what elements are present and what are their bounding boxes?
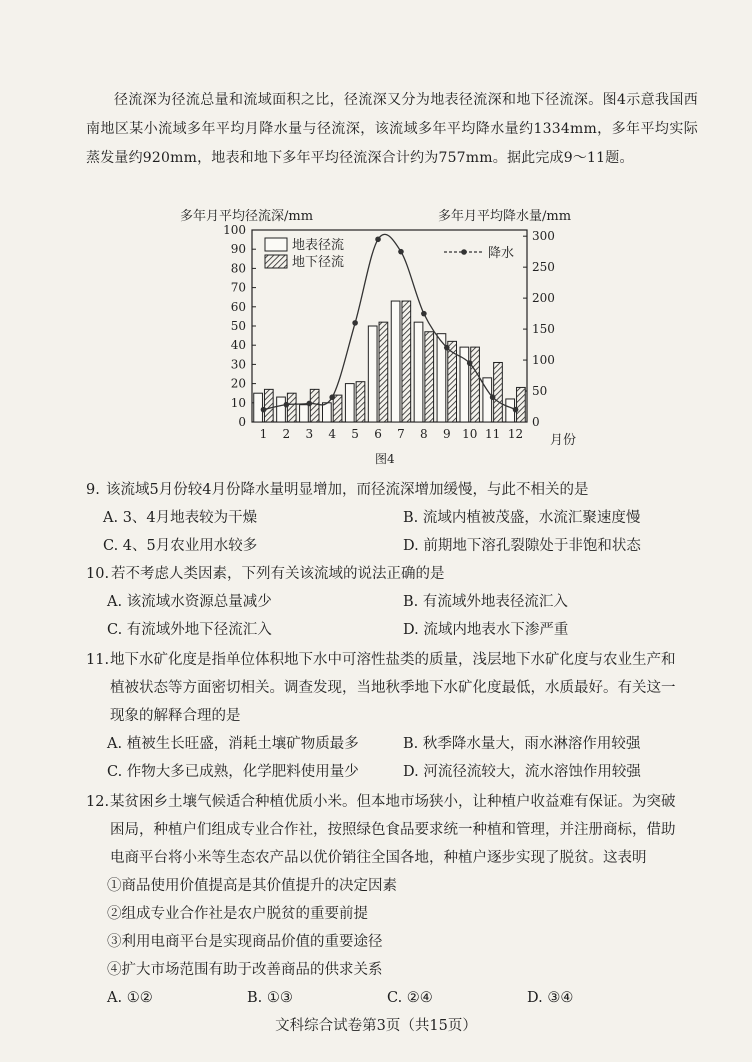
x-tick-label: 11 — [484, 427, 501, 441]
surface-runoff-bar — [391, 301, 400, 422]
q11-option-c[interactable]: C. 作物大多已成熟，化学肥料使用量少 — [107, 764, 359, 780]
q11-option-a[interactable]: A. 植被生长旺盛，消耗土壤矿物质最多 — [107, 736, 359, 752]
q9-option-d[interactable]: D. 前期地下溶孔裂隙处于非饱和状态 — [403, 538, 641, 554]
precipitation-point — [306, 401, 312, 407]
x-tick-label: 10 — [462, 427, 478, 441]
left-tick-label: 10 — [230, 395, 246, 410]
legend-groundwater-swatch — [265, 255, 287, 268]
question-9 — [86, 476, 100, 504]
right-tick-label: 100 — [532, 353, 555, 368]
surface-runoff-bar — [323, 403, 332, 422]
groundwater-runoff-bar — [379, 322, 388, 422]
q10-option-d[interactable]: D. 流域内地表水下渗严重 — [403, 622, 569, 638]
q10-option-a[interactable]: A. 该流域水资源总量减少 — [107, 594, 272, 610]
q11-option-b[interactable]: B. 秋季降水量大，雨水淋溶作用较强 — [403, 736, 641, 752]
groundwater-runoff-bar — [287, 393, 296, 422]
chart-svg — [170, 200, 590, 470]
groundwater-runoff-bar — [425, 332, 434, 422]
left-tick-label: 80 — [230, 261, 246, 276]
left-tick-label: 30 — [230, 357, 246, 372]
intro-paragraph: 径流深为径流总量和流域面积之比，径流深又分为地表径流深和地下径流深。图4示意我国西南地区某小流域多年平均月降水量与径流深，该流域多年平均降水量约1334mm，多年平均实际蒸发量约920mm，地表和地下多年平均径流深合计约为757mm。据此完成9～11题。 — [86, 92, 698, 166]
groundwater-runoff-bar — [356, 382, 365, 422]
groundwater-runoff-bar — [494, 362, 503, 422]
right-tick-label: 0 — [532, 415, 540, 429]
legend-surface-label: 地表径流 — [292, 238, 345, 253]
left-tick-label: 50 — [230, 319, 246, 333]
x-tick-label: 7 — [397, 427, 405, 441]
left-tick-label: 70 — [230, 280, 246, 295]
question-number: 10. — [86, 566, 110, 582]
question-12 — [86, 788, 109, 816]
right-tick-label: 50 — [532, 384, 548, 399]
surface-runoff-bar — [300, 405, 309, 422]
left-tick-label: 90 — [230, 242, 246, 257]
precipitation-point — [284, 402, 290, 408]
left-axis-title: 多年月平均径流深/mm — [180, 209, 314, 224]
left-tick-label: 0 — [238, 415, 246, 429]
q12-option-b[interactable]: B. ①③ — [247, 990, 293, 1006]
q11-option-d[interactable]: D. 河流径流较大，流水溶蚀作用较强 — [403, 764, 641, 780]
figure-4-chart — [170, 200, 590, 470]
question-9-text: 该流域5月份较4月份降水量明显增加，而径流深增加缓慢，与此不相关的是 — [106, 482, 589, 498]
left-tick-label: 100 — [223, 223, 246, 237]
right-tick-label: 200 — [532, 291, 555, 306]
q12-option-c[interactable]: C. ②④ — [387, 990, 433, 1006]
q10-option-c[interactable]: C. 有流域外地下径流汇入 — [107, 622, 272, 638]
q12-statement-2: ②组成专业合作社是农户脱贫的重要前提 — [107, 906, 368, 922]
question-number: 11. — [86, 652, 110, 668]
x-tick-label: 8 — [420, 427, 428, 441]
question-12-text: 某贫困乡土壤气候适合种植优质小米。但本地市场狭小，让种植户收益难有保证。为突破困局，种植户们组成专业合作社，按照绿色食品要求统一种植和管理，并注册商标，借助电商平台将小米等生态农产品以优价销往全国各地，种植户逐步实现了脱贫。这表明 — [110, 794, 676, 866]
x-tick-label: 3 — [305, 427, 314, 441]
groundwater-runoff-bar — [264, 389, 273, 422]
precipitation-point — [421, 311, 427, 317]
question-11 — [86, 646, 109, 674]
surface-runoff-bar — [254, 393, 263, 422]
q9-option-a[interactable]: A. 3、4月地表较为干燥 — [103, 510, 258, 526]
x-tick-label: 4 — [328, 427, 337, 441]
groundwater-runoff-bar — [517, 387, 526, 422]
precipitation-point — [261, 407, 267, 413]
q12-statement-4: ④扩大市场范围有助于改善商品的供求关系 — [107, 962, 383, 978]
surface-runoff-bar — [277, 397, 286, 422]
x-tick-label: 1 — [259, 427, 268, 441]
right-tick-label: 250 — [532, 260, 555, 275]
precipitation-point — [513, 407, 519, 413]
question-10-text: 若不考虑人类因素，下列有关该流域的说法正确的是 — [111, 566, 445, 582]
precipitation-point — [490, 394, 496, 400]
precipitation-point — [375, 236, 381, 242]
groundwater-runoff-bar — [471, 347, 480, 422]
precipitation-point — [398, 249, 404, 255]
legend-rain-dot — [461, 249, 467, 255]
groundwater-runoff-bar — [402, 301, 411, 422]
figure-caption: 图4 — [375, 452, 395, 466]
x-tick-label: 2 — [282, 427, 291, 441]
x-tick-label: 6 — [374, 427, 382, 441]
x-axis-title: 月份 — [550, 433, 577, 448]
q9-option-b[interactable]: B. 流域内植被茂盛，水流汇聚速度慢 — [403, 510, 641, 526]
question-number: 9. — [86, 482, 100, 498]
q9-option-c[interactable]: C. 4、5月农业用水较多 — [103, 538, 258, 554]
precipitation-point — [467, 360, 473, 366]
question-10 — [86, 560, 109, 588]
surface-runoff-bar — [345, 384, 354, 422]
left-tick-label: 60 — [230, 299, 246, 314]
question-number: 12. — [86, 794, 110, 810]
q12-option-d[interactable]: D. ③④ — [527, 990, 574, 1006]
x-tick-label: 9 — [442, 427, 451, 441]
right-axis-title: 多年月平均降水量/mm — [438, 209, 572, 224]
legend-surface-swatch — [265, 238, 287, 251]
surface-runoff-bar — [368, 326, 377, 422]
groundwater-runoff-bar — [310, 389, 319, 422]
surface-runoff-bar — [414, 322, 423, 422]
precipitation-point — [444, 345, 450, 351]
x-tick-label: 12 — [507, 427, 524, 441]
page-footer: 文科综合试卷第3页（共15页） — [275, 1018, 477, 1034]
q12-statement-3: ③利用电商平台是实现商品价值的重要途径 — [107, 934, 383, 950]
precipitation-point — [352, 320, 358, 326]
left-tick-label: 40 — [230, 338, 246, 353]
groundwater-runoff-bar — [333, 395, 342, 422]
precipitation-point — [329, 394, 335, 400]
legend-groundwater-label: 地下径流 — [292, 255, 345, 270]
legend-rain-label: 降水 — [488, 246, 515, 261]
question-11-text: 地下水矿化度是指单位体积地下水中可溶性盐类的质量，浅层地下水矿化度与农业生产和植被状态等方面密切相关。调查发现，当地秋季地下水矿化度最低，水质最好。有关这一现象的解释合理的是 — [110, 652, 676, 724]
q12-statement-1: ①商品使用价值提高是其价值提升的决定因素 — [107, 878, 397, 894]
q12-option-a[interactable]: A. ①② — [107, 990, 153, 1006]
right-tick-label: 300 — [532, 229, 555, 244]
q10-option-b[interactable]: B. 有流域外地表径流汇入 — [403, 594, 568, 610]
left-tick-label: 20 — [230, 376, 246, 391]
right-tick-label: 150 — [532, 322, 555, 337]
x-tick-label: 5 — [351, 427, 359, 441]
